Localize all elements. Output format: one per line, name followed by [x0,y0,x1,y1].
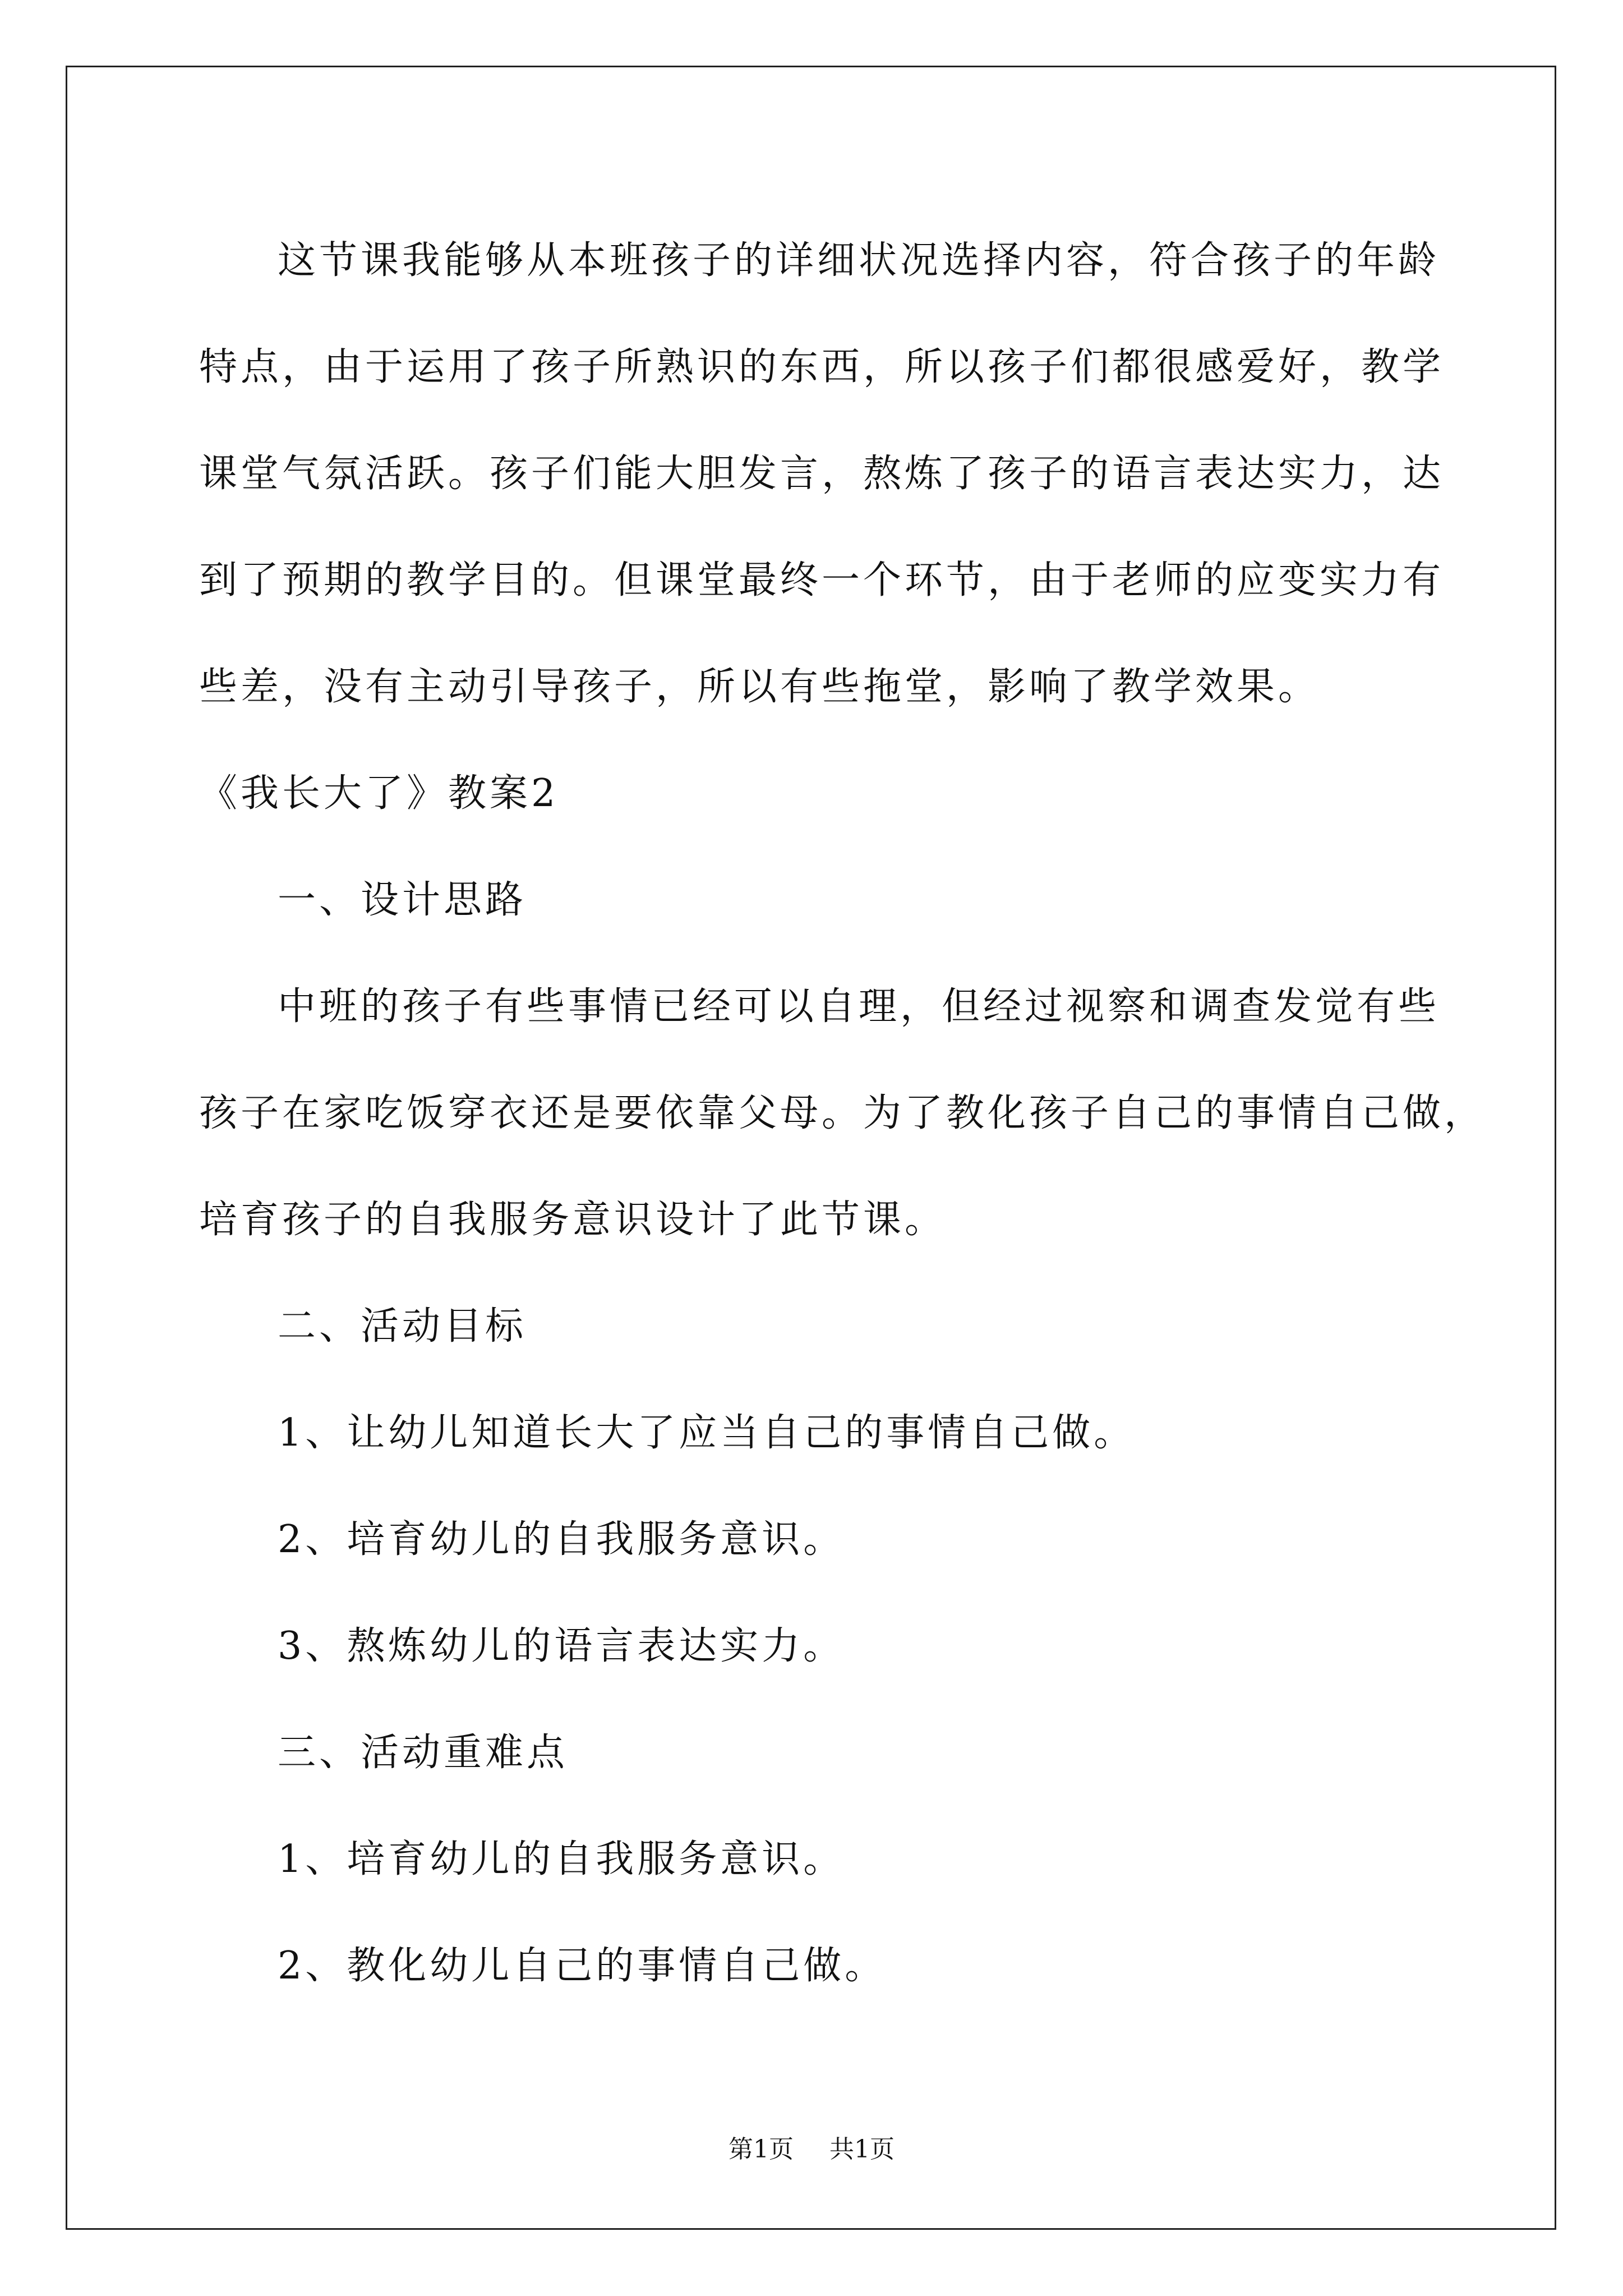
paragraph-line: 孩子在家吃饭穿衣还是要依靠父母。为了教化孩子自己的事情自己做， [199,1091,1486,1135]
list-item: 1、培育幼儿的自我服务意识。 [278,1837,845,1881]
list-item: 2、教化幼儿自己的事情自己做。 [278,1944,887,1988]
paragraph-line: 到了预期的教学目的。但课堂最终一个环节，由于老师的应变实力有 [199,558,1445,602]
paragraph-line: 课堂气氛活跃。孩子们能大胆发言，熬炼了孩子的语言表达实力，达 [199,452,1445,496]
section-title: 《我长大了》教案2 [199,771,559,816]
paragraph-line: 这节课我能够从本班孩子的详细状况选择内容，符合孩子的年龄 [278,238,1440,283]
heading-key-points: 三、活动重难点 [278,1731,569,1775]
heading-design-idea: 一、设计思路 [278,878,527,922]
paragraph-line: 特点，由于运用了孩子所熟识的东西，所以孩子们都很感爱好，教学 [199,345,1445,389]
heading-activity-goals: 二、活动目标 [278,1304,527,1349]
page-footer [0,2129,1623,2165]
paragraph-line: 中班的孩子有些事情已经可以自理，但经过视察和调查发觉有些 [278,984,1440,1029]
page-number: 第1页 [728,2135,794,2164]
paragraph-line: 些差，没有主动引导孩子，所以有些拖堂，影响了教学效果。 [199,665,1320,709]
list-item: 2、培育幼儿的自我服务意识。 [278,1517,845,1562]
page-total: 共1页 [829,2135,895,2164]
document-body [199,208,1486,2019]
list-item: 1、让幼儿知道长大了应当自己的事情自己做。 [278,1411,1136,1455]
paragraph-line: 培育孩子的自我服务意识设计了此节课。 [199,1198,947,1242]
list-item: 3、熬炼幼儿的语言表达实力。 [278,1624,845,1668]
